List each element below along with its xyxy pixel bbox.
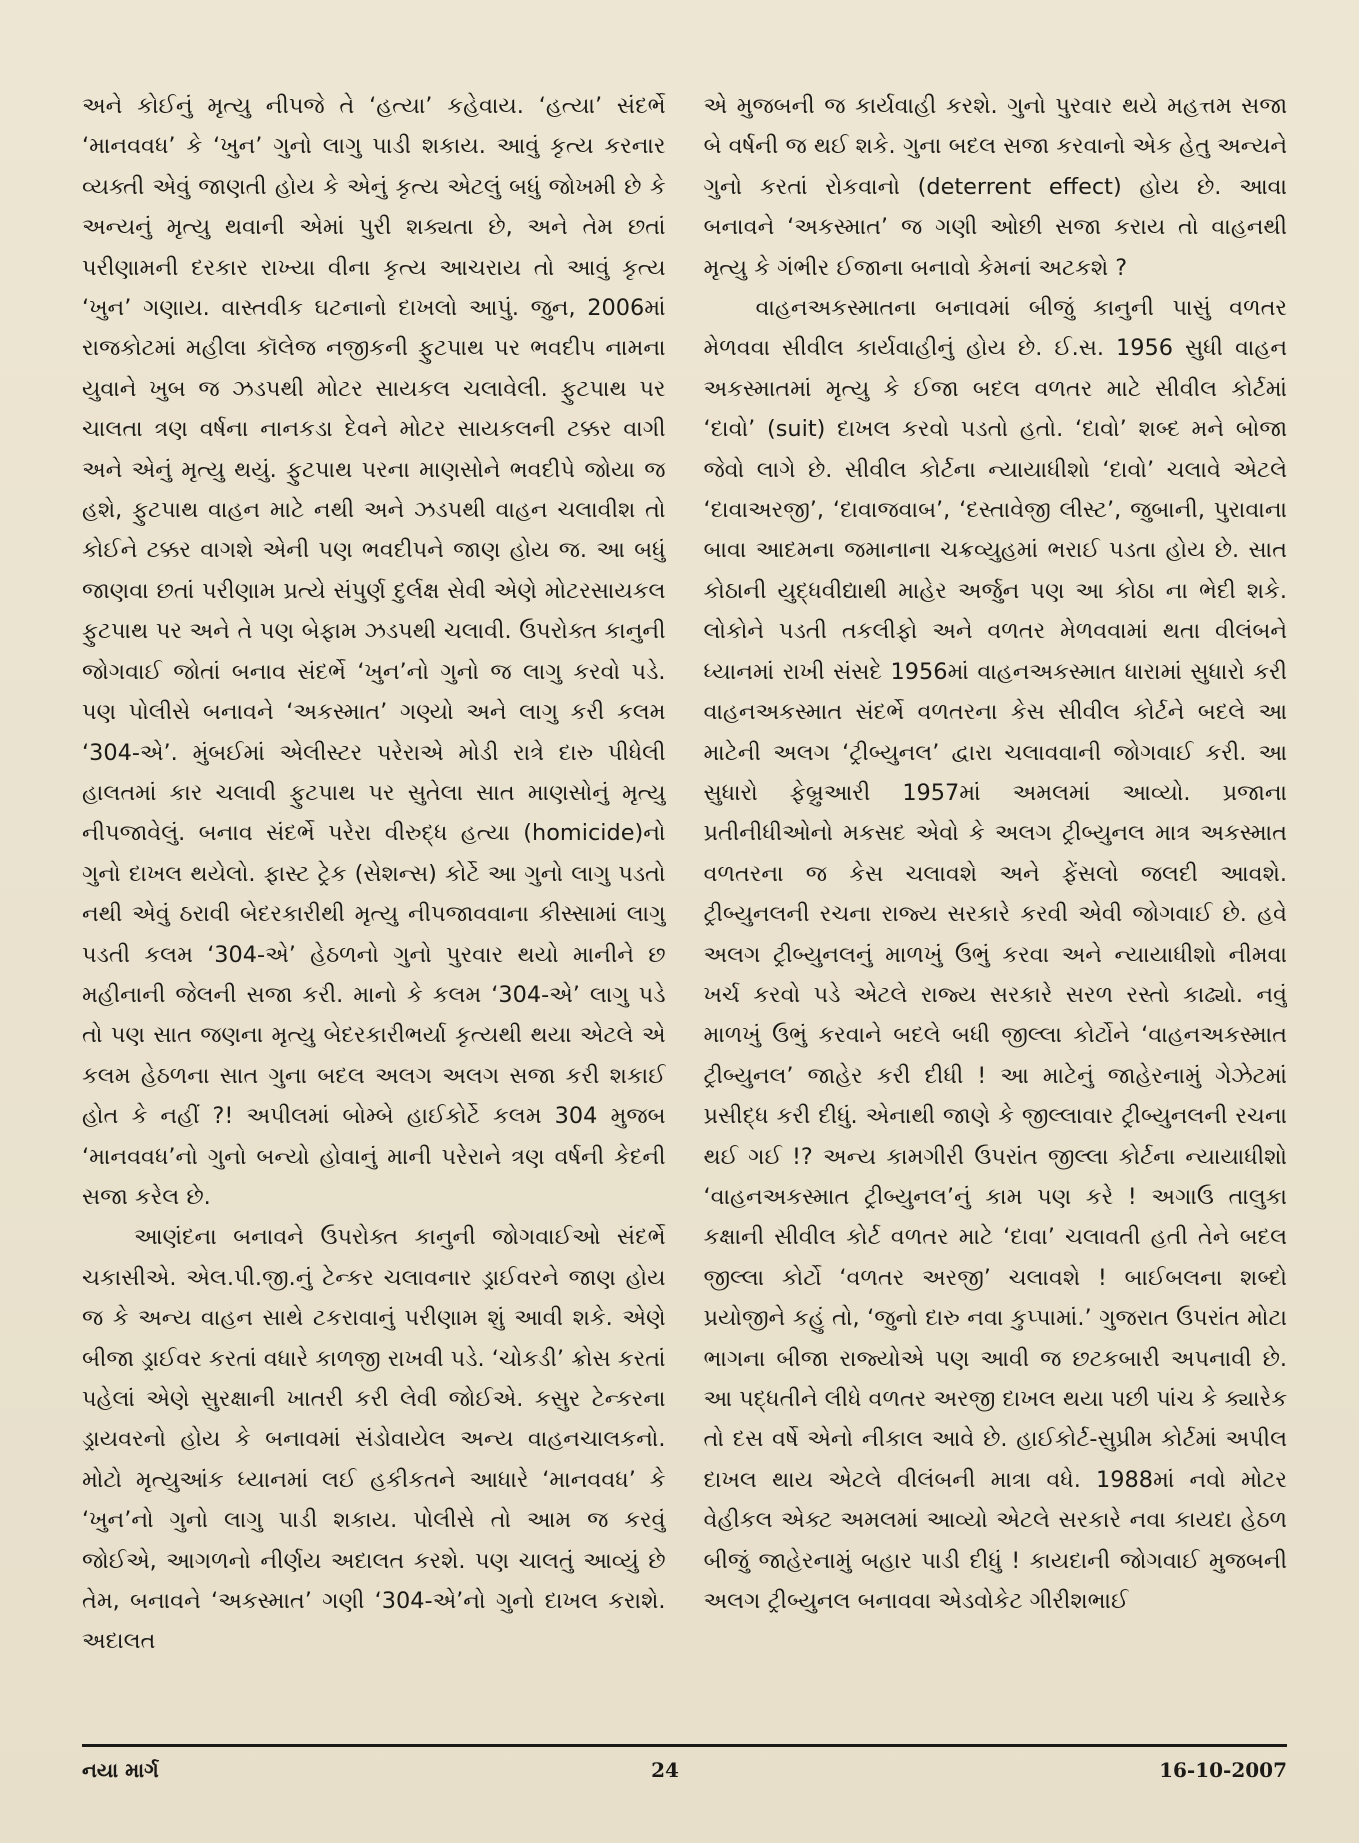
paragraph: વાહનઅકસ્માતના બનાવમાં બીજું કાનુની પાસું વળતર મેળવવા સીવીલ કાર્યવાહીનું હોય છે. ઈ.સ. 1956 સુધી વાહન અકસ્માતમાં મૃત્યુ કે ઈજા બદલ વળતર માટે સીવીલ કોર્ટમાં ‘દાવો’ (suit) દાખલ કરવો પડતો હતો. ‘દાવો’ શબ્દ મને બોજા જેવો લાગે છે. સીવીલ કોર્ટના ન્યાયાધીશો ‘દાવો’ ચલાવે એટલે ‘દાવાઅરજી’, ‘દાવાજવાબ’, ‘દસ્તાવેજી લીસ્ટ’, જુબાની, પુરાવાના બાવા આદમના જમાનાના ચક્રવ્યુહમાં ભરાઈ પડતા હોય છે. સાત કોઠાની યુદ્ધવીદ્યાથી માહેર અર્જુન પણ આ કોઠા ના ભેદી શકે. લોકોને પડતી તકલીફો અને વળતર મેળવવામાં થતા વીલંબને ધ્યાનમાં રાખી સંસદે 1956માં વાહનઅકસ્માત ધારામાં સુધારો કરી વાહનઅકસ્માત સંદર્ભે વળતરના કેસ સીવીલ કોર્ટને બદલે આ માટેની અલગ ‘ટ્રીબ્યુનલ’ દ્વારા ચલાવવાની જોગવાઈ કરી. આ સુધારો ફેબ્રુઆરી 1957માં અમલમાં આવ્યો. પ્રજાના પ્રતીનીધીઓનો મકસદ એવો કે અલગ ટ્રીબ્યુનલ માત્ર અકસ્માત વળતરના જ કેસ ચલાવશે અને ફેંસલો જલદી આવશે. ટ્રીબ્યુનલની રચના રાજ્ય સરકારે કરવી એવી જોગવાઈ છે. હવે અલગ ટ્રીબ્યુનલનું માળખું ઉભું કરવા અને ન્યાયાધીશો નીમવા ખર્ચ કરવો પડે એટલે રાજ્ય સરકારે સરળ રસ્તો કાઢ્યો. નવું માળખું ઉભું કરવાને બદલે બધી જીલ્લા કોર્ટોને ‘વાહનઅકસ્માત ટ્રીબ્યુનલ’ જાહેર કરી દીધી ! આ માટેનું જાહેરનામું ગેઝેટમાં પ્રસીદ્ધ કરી દીધું. એનાથી જાણે કે જીલ્લાવાર ટ્રીબ્યુનલની રચના થઈ ગઈ !? અન્ય કામગીરી ઉપરાંત જીલ્લા કોર્ટના ન્યાયાધીશો ‘વાહનઅકસ્માત ટ્રીબ્યુનલ’નું કામ પણ કરે ! અગાઉ તાલુકા કક્ષાની સીવીલ કોર્ટ વળતર માટે ‘દાવા’ ચલાવતી હતી તેને બદલ જીલ્લા કોર્ટો ‘વળતર અરજી’ ચલાવશે ! બાઈબલના શબ્દો પ્રયોજીને કહું તો, ‘જુનો દારુ નવા કુપ્પામાં.’ ગુજરાત ઉપરાંત મોટા ભાગના બીજા રાજ્યોએ પણ આવી જ છટકબારી અપનાવી છે. આ પદ્ધતીને લીધે વળતર અરજી દાખલ થયા પછી પાંચ કે ક્યારેક તો દસ વર્ષે એનો નીકાલ આવે છે. હાઈકોર્ટ-સુપ્રીમ કોર્ટમાં અપીલ દાખલ થાય એટલે વીલંબની માત્રા વધે. 1988માં નવો મોટર વેહીકલ એક્ટ અમલમાં આવ્યો એટલે સરકારે નવા કાયદા હેઠળ બીજું જાહેરનામું બહાર પાડી દીધું ! કાયદાની જોગવાઈ મુજબની અલગ ટ્રીબ્યુનલ બનાવવા એડવોકેટ ગીરીશભાઈ bbox=[703, 295, 1287, 1615]
paragraph: આણંદના બનાવને ઉપરોક્ત કાનુની જોગવાઈઓ સંદર્ભે ચકાસીએ. એલ.પી.જી.નું ટેન્કર ચલાવનાર ડ્રાઈવરને જાણ હોય જ કે અન્ય વાહન સાથે ટકરાવાનું પરીણામ શું આવી શકે. એણે બીજા ડ્રાઈવર કરતાં વધારે કાળજી રાખવી પડે. ‘ચોકડી’ ક્રોસ કરતાં પહેલાં એણે સુરક્ષાની ખાતરી કરી લેવી જોઈએ. કસુર ટેન્કરના ડ્રાયવરનો હોય કે બનાવમાં સંડોવાયેલ અન્ય વાહનચાલકનો. મોટો મૃત્યુઆંક ધ્યાનમાં લઈ હકીકતને આધારે ‘માનવવધ’ કે ‘ખુન’નો ગુનો લાગુ પાડી શકાય. પોલીસે તો આમ જ કરવું જોઈએ, આગળનો નીર્ણય અદાલત કરશે. પણ ચાલતું આવ્યું છે તેમ, બનાવને ‘અકસ્માત’ ગણી ‘304-એ’નો ગુનો દાખલ કરાશે. અદાલત bbox=[82, 1224, 666, 1655]
issue-date: 16-10-2007 bbox=[1159, 1758, 1287, 1782]
article-body bbox=[82, 86, 1287, 1716]
paragraph: એ મુજબની જ કાર્યવાહી કરશે. ગુનો પુરવાર થયે મહત્તમ સજા બે વર્ષની જ થઈ શકે. ગુના બદલ સજા કરવાનો એક હેતુ અન્યને ગુનો કરતાં રોકવાનો (deterrent effect) હોય છે. આવા બનાવને ‘અકસ્માત’ જ ગણી ઓછી સજા કરાય તો વાહનથી મૃત્યુ કે ગંભીર ઈજાના બનાવો કેમનાં અટકશે ? bbox=[703, 93, 1287, 281]
page-footer bbox=[82, 1758, 1287, 1792]
paragraph: અને કોઈનું મૃત્યુ નીપજે તે ‘હત્યા’ કહેવાય. ‘હત્યા’ સંદર્ભે ‘માનવવધ’ કે ‘ખુન’ ગુનો લાગુ પાડી શકાય. આવું કૃત્ય કરનાર વ્યક્તી એવું જાણતી હોય કે એનું કૃત્ય એટલું બધું જોખમી છે કે અન્યનું મૃત્યુ થવાની એમાં પુરી શક્યતા છે, અને તેમ છતાં પરીણામની દરકાર રાખ્યા વીના કૃત્ય આચરાય તો આવું કૃત્ય ‘ખુન’ ગણાય. વાસ્તવીક ઘટનાનો દાખલો આપું. જુન, 2006માં રાજકોટમાં મહીલા કૉલેજ નજીકની ફુટપાથ પર ભવદીપ નામના યુવાને ખુબ જ ઝડપથી મોટર સાયકલ ચલાવેલી. ફુટપાથ પર ચાલતા ત્રણ વર્ષના નાનકડા દેવને મોટર સાયકલની ટક્કર વાગી અને એનું મૃત્યુ થયું. ફુટપાથ પરના માણસોને ભવદીપે જોયા જ હશે, ફુટપાથ વાહન માટે નથી અને ઝડપથી વાહન ચલાવીશ તો કોઈને ટક્કર વાગશે એની પણ ભવદીપને જાણ હોય જ. આ બધું જાણવા છતાં પરીણામ પ્રત્યે સંપુર્ણ દુર્લક્ષ સેવી એણે મોટરસાયકલ ફુટપાથ પર અને તે પણ બેફામ ઝડપથી ચલાવી. ઉપરોક્ત કાનુની જોગવાઈ જોતાં બનાવ સંદર્ભે ‘ખુન’નો ગુનો જ લાગુ કરવો પડે. પણ પોલીસે બનાવને ‘અકસ્માત’ ગણ્યો અને લાગુ કરી કલમ ‘304-એ’. મુંબઈમાં એલીસ્ટર પરેરાએ મોડી રાત્રે દારુ પીધેલી હાલતમાં કાર ચલાવી ફુટપાથ પર સુતેલા સાત માણસોનું મૃત્યુ નીપજાવેલું. બનાવ સંદર્ભે પરેરા વીરુદ્ધ હત્યા (homicide)નો ગુનો દાખલ થયેલો. ફાસ્ટ ટ્રેક (સેશન્સ) કોર્ટે આ ગુનો લાગુ પડતો નથી એવું ઠરાવી બેદરકારીથી મૃત્યુ નીપજાવવાના કીસ્સામાં લાગુ પડતી કલમ ‘304-એ’ હેઠળનો ગુનો પુરવાર થયો માનીને છ મહીનાની જેલની સજા કરી. માનો કે કલમ ‘304-એ’ લાગુ પડે તો પણ સાત જણના મૃત્યુ બેદરકારીભર્યા કૃત્યથી થયા એટલે એ કલમ હેઠળના સાત ગુના બદલ અલગ અલગ સજા કરી શકાઈ હોત કે નહીં ?! અપીલમાં બોમ્બે હાઈકોર્ટે કલમ 304 મુજબ ‘માનવવધ’નો ગુનો બન્યો હોવાનું માની પરેરાને ત્રણ વર્ષની કેદની સજા કરેલ છે. bbox=[82, 93, 666, 1210]
footer-divider bbox=[82, 1744, 1287, 1747]
publication-name: નયા માર્ગ bbox=[82, 1758, 159, 1782]
left-column bbox=[82, 86, 666, 1716]
page-number: 24 bbox=[651, 1758, 679, 1782]
right-column bbox=[704, 86, 1288, 1716]
